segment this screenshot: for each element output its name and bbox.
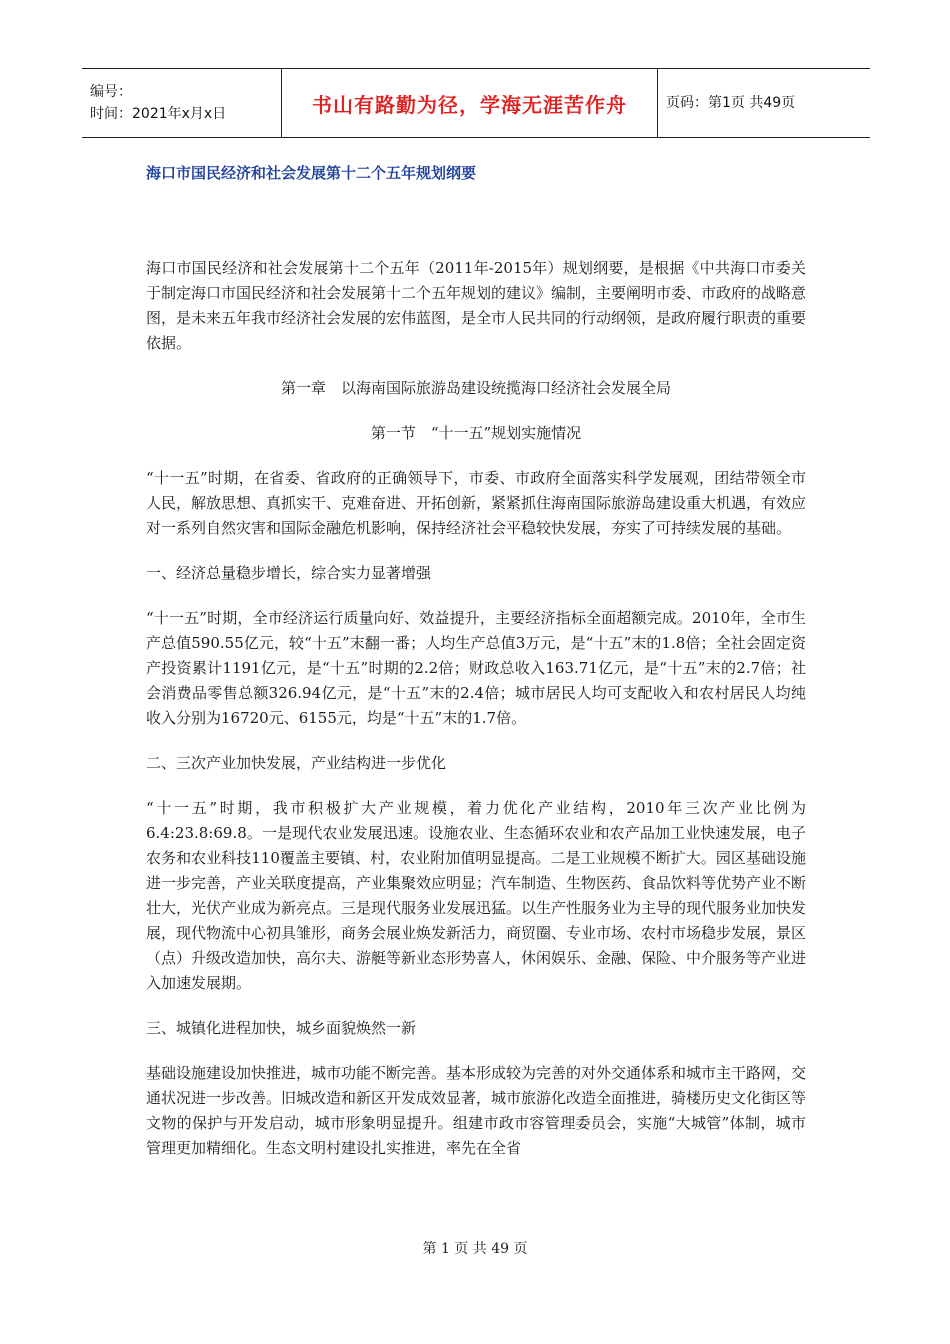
document-date-label: 时间：2021年x月x日 [90, 106, 227, 122]
header-page-info: 页码：第1页 共49页 [666, 95, 796, 111]
section-heading: 第一节 “十一五”规划实施情况 [370, 424, 582, 442]
subheading: 二、三次产业加快发展，产业结构进一步优化 [146, 754, 447, 772]
page-header [82, 68, 870, 138]
header-page-cell [658, 69, 870, 137]
page-footer: 第 1 页 共 49 页 [422, 1241, 528, 1257]
subheading: 三、城镇化进程加快，城乡面貌焕然一新 [146, 1019, 417, 1037]
document-title: 海口市国民经济和社会发展第十二个五年规划纲要 [146, 164, 477, 182]
body-paragraph: “十一五”时期，全市经济运行质量向好、效益提升，主要经济指标全面超额完成。2010年，全市生产总值590.55亿元，较“十五”末翻一番；人均生产总值3万元，是“十五”末的1.8倍；全社会固定资产投资累计1191亿元，是“十五”时期的2.2倍；财政总收入163.71亿元，是“十五”末的2.7倍；社会消费品零售总额326.94亿元，是“十五”末的2.4倍；城市居民人均可支配收入和农村居民人均纯收入分别为16720元、6155元，均是“十五”末的1.7倍。 [146, 609, 806, 727]
body-paragraph: “十一五”时期，在省委、省政府的正确领导下，市委、市政府全面落实科学发展观，团结带领全市人民，解放思想、真抓实干、克难奋进、开拓创新，紧紧抓住海南国际旅游岛建设重大机遇，有效应对一系列自然灾害和国际金融危机影响，保持经济社会平稳较快发展，夯实了可持续发展的基础。 [146, 469, 807, 537]
intro-paragraph: 海口市国民经济和社会发展第十二个五年（2011年-2015年）规划纲要，是根据《中共海口市委关于制定海口市国民经济和社会发展第十二个五年规划的建议》编制，主要阐明市委、市政府的战略意图，是未来五年我市经济社会发展的宏伟蓝图，是全市人民共同的行动纲领，是政府履行职责的重要依据。 [146, 259, 807, 352]
document-body [146, 256, 806, 1181]
document-number-label: 编号： [90, 84, 132, 100]
header-meta-cell [82, 69, 282, 137]
chapter-heading: 第一章 以海南国际旅游岛建设统揽海口经济社会发展全局 [280, 379, 671, 397]
header-motto: 书山有路勤为径，学海无涯苦作舟 [312, 92, 627, 117]
body-paragraph: “十一五”时期，我市积极扩大产业规模，着力优化产业结构，2010年三次产业比例为6.4:23.8:69.8。一是现代农业发展迅速。设施农业、生态循环农业和农产品加工业快速发展，电子农务和农业科技110覆盖主要镇、村，农业附加值明显提高。二是工业规模不断扩大。园区基础设施进一步完善，产业关联度提高，产业集聚效应明显；汽车制造、生物医药、食品饮料等优势产业不断壮大，光伏产业成为新亮点。三是现代服务业发展迅猛。以生产性服务业为主导的现代服务业加快发展，现代物流中心初具雏形，商务会展业焕发新活力，商贸圈、专业市场、农村市场稳步发展，景区（点）升级改造加快，高尔夫、游艇等新业态形势喜人，休闲娱乐、金融、保险、中介服务等产业进入加速发展期。 [146, 799, 807, 992]
subheading: 一、经济总量稳步增长，综合实力显著增强 [146, 564, 432, 582]
body-paragraph: 基础设施建设加快推进，城市功能不断完善。基本形成较为完善的对外交通体系和城市主干路网，交通状况进一步改善。旧城改造和新区开发成效显著，城市旅游化改造全面推进，骑楼历史文化街区等文物的保护与开发启动，城市形象明显提升。组建市政市容管理委员会，实施“大城管”体制，城市管理更加精细化。生态文明村建设扎实推进，率先在全省 [146, 1064, 807, 1157]
header-motto-cell [282, 69, 658, 137]
